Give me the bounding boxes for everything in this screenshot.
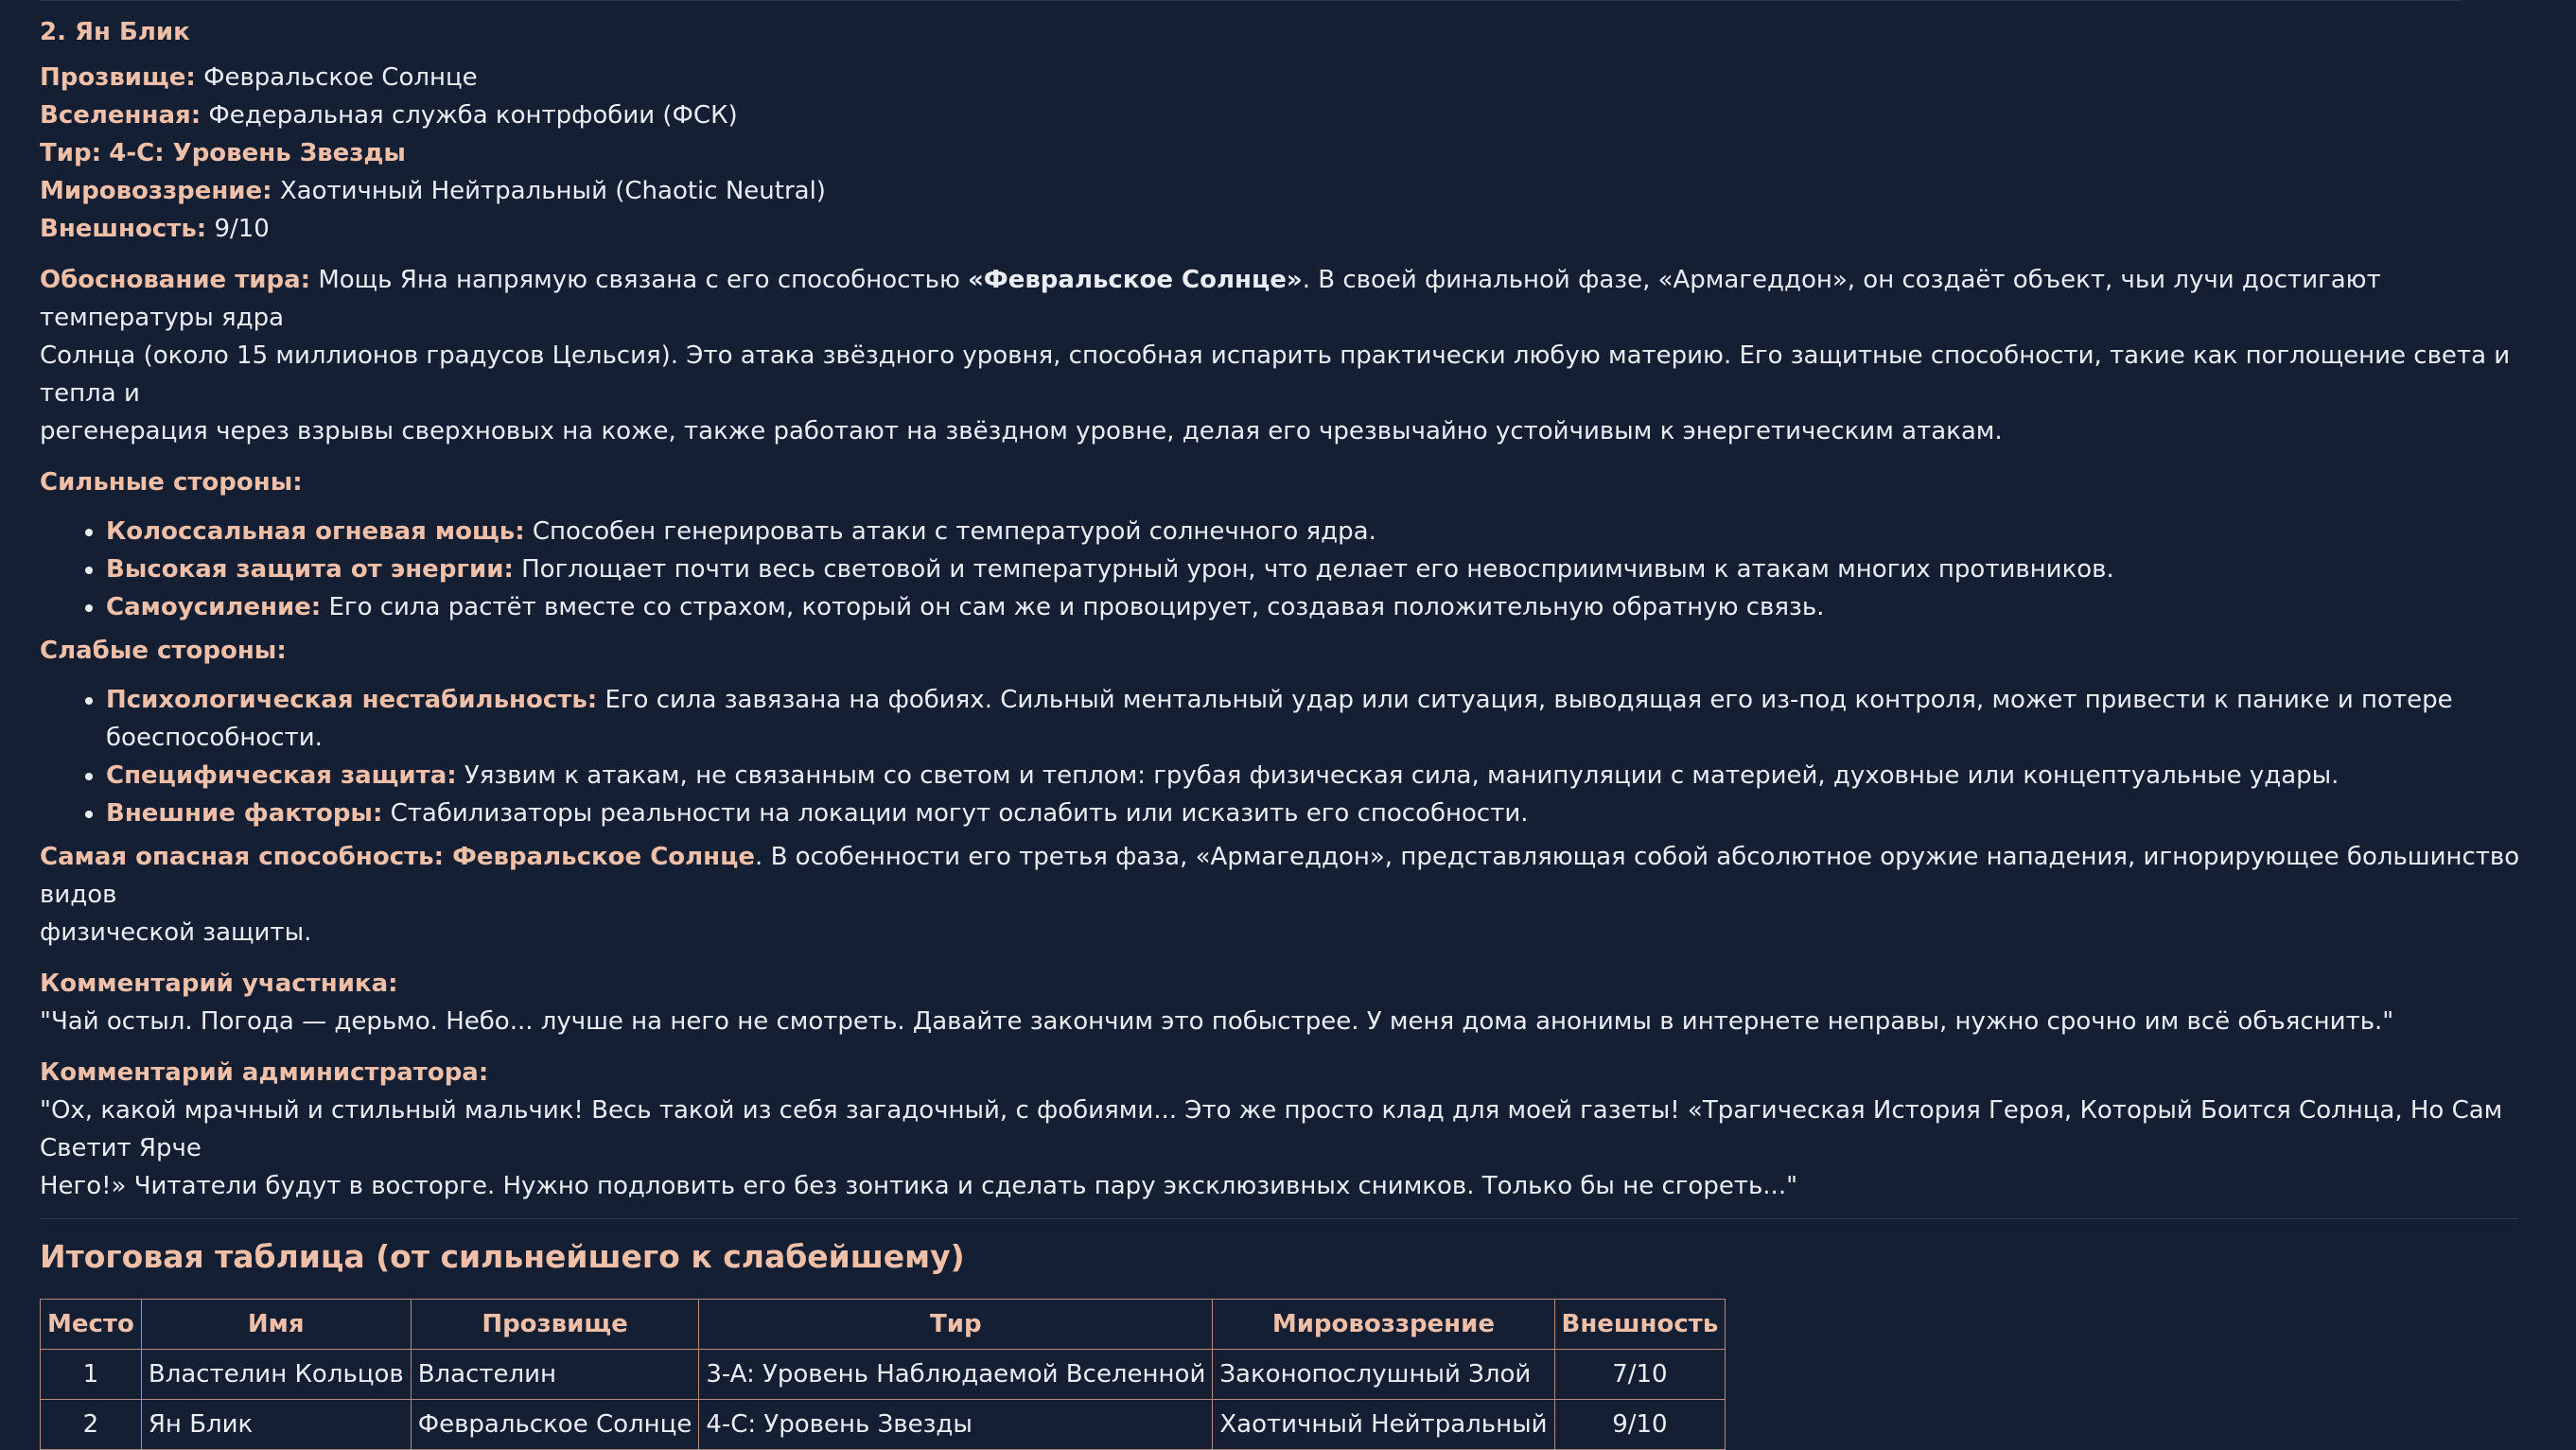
tier-justification-label: Обоснование тира: [40,266,311,294]
cell-place: 1 [41,1350,142,1400]
dangerous-label: Самая опасная способность: Февральское Солнце [40,843,756,871]
cell-place: 2 [41,1400,142,1450]
list-item [106,757,2536,795]
character-heading: 2. Ян Блик [40,18,190,46]
item-text: Поглощает почти весь световой и температурный урон, что делает его невосприимчивым к атакам многих противников. [521,555,2114,584]
character-fields [40,59,2536,248]
list-item [106,681,2536,757]
field-nickname [40,59,2536,96]
tier-justification-text-after: . В своей финальной фазе, «Армагеддон», он создаёт объект, чьи лучи достигают температуры ядра [40,266,2381,332]
cell-name: Ян Блик [141,1400,411,1450]
cell-name: Властелин Кольцов [141,1350,411,1400]
field-value: Февральское Солнце [203,63,478,92]
list-item [106,795,2536,832]
admin-comment-label: Комментарий администратора: [40,1058,489,1087]
item-label: Самоусиление: [106,593,322,621]
col-name: Имя [141,1300,411,1350]
weaknesses-list [40,681,2536,832]
item-text: Способен генерировать атаки с температурой солнечного ядра. [532,517,1376,546]
field-label: Тир: [40,139,101,167]
field-universe [40,96,2536,134]
dangerous-line2: физической защиты. [40,918,312,947]
item-label: Колоссальная огневая мощь: [106,517,525,546]
tier-justification-line3: регенерация через взрывы сверхновых на коже, также работают на звёздном уровне, делая его чрезвычайно устойчивым к энергетическим атакам. [40,417,2003,445]
tier-justification [40,261,2536,450]
ability-name: «Февральское Солнце» [968,266,1303,294]
admin-comment-line1: "Ох, какой мрачный и стильный мальчик! Весь такой из себя загадочный, с фобиями... Это же просто клад для моей газеты! «Трагическая История Героя, Который Боится Солнца, Но Сам Светит Ярче [40,1096,2503,1162]
field-value: 9/10 [214,215,270,243]
item-label: Психологическая нестабильность: [106,686,598,714]
most-dangerous-ability [40,838,2536,952]
summary-title: Итоговая таблица (от сильнейшего к слабейшему) [40,1238,965,1275]
field-alignment [40,172,2536,210]
summary-table [40,1299,1726,1450]
cell-tier: 4-C: Уровень Звезды [699,1400,1213,1450]
field-value: 4-C: Уровень Звезды [109,139,406,167]
field-value: Хаотичный Нейтральный (Chaotic Neutral) [279,177,826,205]
item-text: Стабилизаторы реальности на локации могут ослабить или исказить его способности. [390,799,1529,828]
strengths-title: Сильные стороны: [40,468,303,497]
field-label: Внешность: [40,215,207,243]
cell-nickname: Февральское Солнце [411,1400,699,1450]
item-text: Уязвим к атакам, не связанным со светом и теплом: грубая физическая сила, манипуляции с материей, духовные или концептуальные удары. [464,761,2339,790]
field-tier [40,134,2536,172]
table-row [41,1400,1726,1450]
field-label: Мировоззрение: [40,177,272,205]
cell-appearance: 7/10 [1554,1350,1726,1400]
section-divider [40,1218,2518,1219]
item-label: Внешние факторы: [106,799,383,828]
list-item [106,588,2536,626]
top-divider [40,0,2462,1]
col-appearance: Внешность [1554,1300,1726,1350]
dangerous-text: . В особенности его третья фаза, «Армагеддон», представляющая собой абсолютное оружие нападения, игнорирующее большинство видов [40,843,2520,909]
item-label: Высокая защита от энергии: [106,555,514,584]
dangerous-line1 [40,838,2536,914]
col-place: Место [41,1300,142,1350]
item-text: Его сила растёт вместе со страхом, который он сам же и провоцирует, создавая положительную обратную связь. [328,593,1825,621]
weaknesses-title: Слабые стороны: [40,637,287,665]
cell-nickname: Властелин [411,1350,699,1400]
cell-tier: 3-A: Уровень Наблюдаемой Вселенной [699,1350,1213,1400]
tier-justification-line1 [40,261,2536,337]
field-label: Прозвище: [40,63,196,92]
field-label: Вселенная: [40,101,202,130]
item-text: Его сила завязана на фобиях. Сильный ментальный удар или ситуация, выводящая его из-под контроля, может привести к панике и потере боеспособности. [106,686,2453,752]
table-header-row [41,1300,1726,1350]
cell-appearance: 9/10 [1554,1400,1726,1450]
participant-comment-label: Комментарий участника: [40,970,398,998]
field-value: Федеральная служба контрфобии (ФСК) [208,101,738,130]
list-item [106,513,2536,550]
list-item [106,550,2536,588]
table-row [41,1350,1726,1400]
tier-justification-line2: Солнца (около 15 миллионов градусов Цельсия). Это атака звёздного уровня, способная испарить практически любую материю. Его защитные способности, такие как поглощение света и тепла и [40,341,2511,408]
participant-comment-text: "Чай остыл. Погода — дерьмо. Небо... лучше на него не смотреть. Давайте закончим это побыстрее. У меня дома анонимы в интернете неправы, нужно срочно им всё объяснить." [40,1007,2394,1036]
admin-comment-line2: Него!» Читатели будут в восторге. Нужно подловить его без зонтика и сделать пару эксклюзивных снимков. Только бы не сгореть..." [40,1172,1798,1200]
cell-alignment: Хаотичный Нейтральный [1213,1400,1554,1450]
col-alignment: Мировоззрение [1213,1300,1554,1350]
field-appearance [40,210,2536,248]
strengths-list [40,513,2536,626]
participant-comment [40,965,2536,1040]
col-tier: Тир [699,1300,1213,1350]
cell-alignment: Законопослушный Злой [1213,1350,1554,1400]
tier-justification-text: Мощь Яна напрямую связана с его способностью [318,266,960,294]
col-nickname: Прозвище [411,1300,699,1350]
admin-comment [40,1054,2536,1205]
item-label: Специфическая защита: [106,761,457,790]
